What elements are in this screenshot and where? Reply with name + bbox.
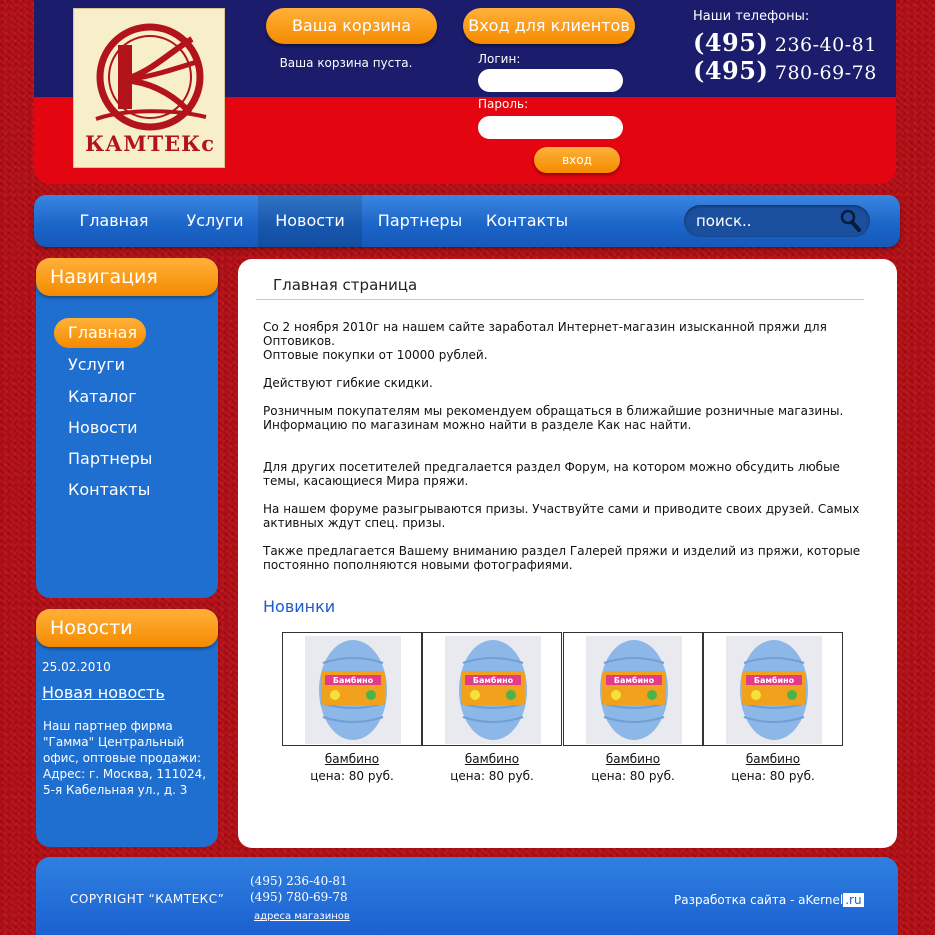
client-login-button[interactable]: Вход для клиентов	[463, 8, 635, 44]
menu-item-partners[interactable]: Партнеры	[377, 211, 463, 230]
navigation-panel	[36, 258, 218, 598]
news-panel	[36, 609, 218, 847]
navigation-title: Навигация	[36, 258, 218, 296]
nav-item-services[interactable]: Услуги	[68, 355, 126, 374]
menu-item-services[interactable]: Услуги	[186, 211, 244, 230]
header	[34, 0, 896, 184]
phone-1-number: 236-40-81	[774, 34, 877, 56]
news-text: Наш партнер фирма "Гамма" Центральный офис, оптовые продажи: Адрес: г. Москва, 111024, 5-я Кабельная ул., д. 3	[43, 719, 207, 797]
password-label: Пароль:	[478, 97, 529, 111]
footer	[36, 857, 898, 935]
product-name-link[interactable]: бамбино	[324, 752, 380, 766]
nav-item-home[interactable]: Главная	[54, 318, 146, 348]
developer-text: Разработка сайта -	[674, 893, 795, 907]
product-price: цена: 80 руб.	[731, 769, 815, 783]
product-price: цена: 80 руб.	[310, 769, 394, 783]
search-box	[684, 205, 870, 237]
developer-link[interactable]: aKernel	[798, 893, 844, 907]
enter-button[interactable]: вход	[534, 147, 620, 173]
cart-status: Ваша корзина пуста.	[279, 56, 413, 70]
new-products-title: Новинки	[263, 597, 336, 616]
news-headline-link[interactable]: Новая новость	[42, 683, 165, 702]
logo-text: КАМТЕКс	[85, 131, 215, 156]
login-input[interactable]	[478, 69, 623, 92]
logo[interactable]	[73, 8, 225, 168]
nav-item-partners[interactable]: Партнеры	[68, 449, 153, 468]
paragraph-5: Для других посетителей предгалается раздел Форум, на котором можно обсудить любые темы, касающиеся Мира пряжи.	[263, 460, 840, 488]
yarn-label-text: Бамбино	[332, 676, 374, 685]
menu-item-home[interactable]: Главная	[79, 211, 149, 230]
phones-title: Наши телефоны:	[693, 9, 810, 24]
phone-2-number: 780-69-78	[774, 62, 877, 84]
login-label: Логин:	[478, 52, 521, 66]
copyright: COPYRIGHT “КАМТЕКС”	[70, 892, 225, 906]
paragraph-7: Также предлагается Вашему вниманию раздел Галерей пряжи и изделий из пряжи, которые постоянно пополняются новыми фотографиями.	[263, 544, 861, 572]
phone-1-code: (495)	[693, 28, 769, 57]
yarn-ball-icon	[423, 633, 563, 747]
footer-phone-1: (495) 236-40-81	[250, 874, 348, 888]
product-image[interactable]	[282, 632, 422, 746]
developer-credit	[674, 893, 864, 907]
phone-2-code: (495)	[693, 56, 769, 85]
phone-1	[693, 28, 877, 57]
cart-button[interactable]: Ваша корзина	[266, 8, 437, 44]
product-image[interactable]	[563, 632, 703, 746]
paragraph-4: Розничным покупателям мы рекомендуем обращаться в ближайшие розничные магазины. Информацию по магазинам можно найти в разделе Как нас найти.	[263, 404, 844, 432]
product-name-link[interactable]: бамбино	[605, 752, 661, 766]
yarn-ball-icon	[564, 633, 704, 747]
paragraph-1: Со 2 ноября 2010г на нашем сайте заработал Интернет-магазин изысканной пряжи для Оптовиков.	[263, 320, 827, 348]
news-panel-title: Новости	[36, 609, 218, 647]
footer-phone-2: (495) 780-69-78	[250, 890, 348, 904]
developer-tld[interactable]: .ru	[845, 893, 862, 907]
yarn-label-text: Бамбино	[753, 676, 795, 685]
menu-item-contacts[interactable]: Контакты	[485, 211, 569, 230]
product-card	[282, 632, 422, 783]
page-title: Главная страница	[256, 276, 864, 300]
yarn-label-text: Бамбино	[613, 676, 655, 685]
phone-2	[693, 56, 877, 85]
product-price: цена: 80 руб.	[591, 769, 675, 783]
main-content	[238, 259, 897, 848]
product-image[interactable]	[703, 632, 843, 746]
shops-address-link[interactable]: адреса магазинов	[254, 911, 350, 922]
password-input[interactable]	[478, 116, 623, 139]
nav-item-contacts[interactable]: Контакты	[68, 480, 151, 499]
product-name-link[interactable]: бамбино	[745, 752, 801, 766]
paragraph-6: На нашем форуме разыгрываются призы. Участвуйте сами и приводите своих друзей. Самых активных ждут спец. призы.	[263, 502, 860, 530]
product-card	[563, 632, 703, 783]
search-input[interactable]	[696, 211, 826, 231]
yarn-ball-icon	[704, 633, 844, 747]
product-name-link[interactable]: бамбино	[464, 752, 520, 766]
news-date: 25.02.2010	[42, 660, 111, 674]
paragraph-3: Действуют гибкие скидки.	[263, 376, 433, 390]
search-icon[interactable]	[840, 209, 862, 233]
nav-item-catalog[interactable]: Каталог	[68, 387, 137, 406]
nav-item-news[interactable]: Новости	[68, 418, 138, 437]
yarn-label-text: Бамбино	[472, 676, 514, 685]
product-card	[703, 632, 843, 783]
menu-item-news[interactable]: Новости	[258, 195, 362, 247]
product-card	[422, 632, 562, 783]
main-menu	[34, 195, 900, 247]
paragraph-2: Оптовые покупки от 10000 рублей.	[263, 348, 488, 362]
product-image[interactable]	[422, 632, 562, 746]
yarn-ball-icon	[283, 633, 423, 747]
product-price: цена: 80 руб.	[450, 769, 534, 783]
